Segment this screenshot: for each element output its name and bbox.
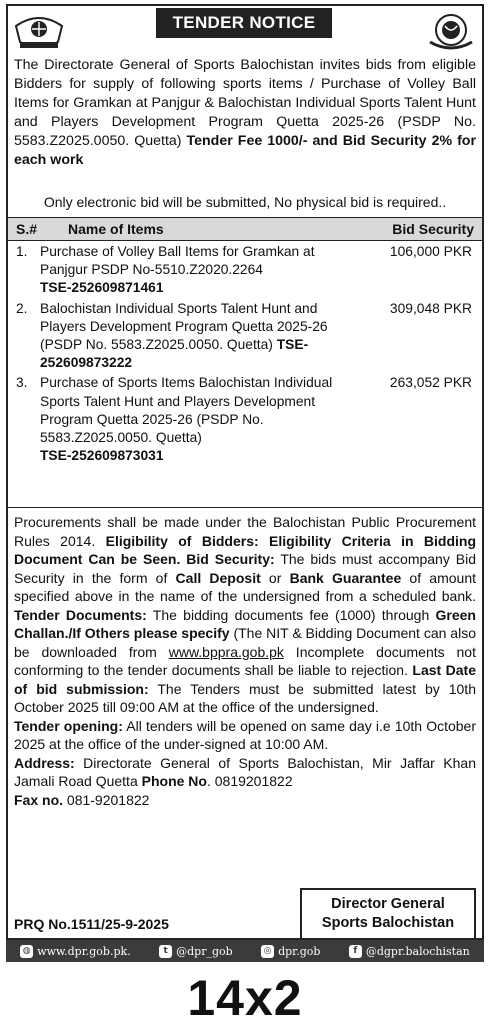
facebook-icon: f xyxy=(349,945,362,958)
row-bid-security: 263,052 PKR xyxy=(389,375,472,391)
social-twitter[interactable]: t @dpr_gob xyxy=(159,945,233,958)
intro-text: The Directorate General of Sports Balochistan invites bids from eligible Bidders for supply of following sports items / Purchase of Volley Ball Items for Gramkan at Panjgur & Balochistan Individual Sports Talent Hunt and Players Development Program Quetta 2025-26 (PSDP No. 5583.Z2025.0050. Quetta) xyxy=(14,57,476,149)
social-facebook[interactable]: f @dgpr.balochistan xyxy=(349,945,470,958)
row-number: 2. xyxy=(16,300,28,316)
social-instagram[interactable]: ◎ dpr.gob xyxy=(261,945,320,958)
tender-opening: Tender opening: All tenders will be opened on same day i.e 10th October 2025 at the office of the under-signed at 10:00 AM. xyxy=(14,717,476,752)
address: Address: Directorate General of Sports Balochistan, Mir Jaffar Khan Jamali Road Quetta Phone No. 0819201822 xyxy=(14,754,476,789)
table-row xyxy=(8,300,482,373)
header xyxy=(8,6,482,56)
balochistan-government-seal xyxy=(424,12,478,52)
terms-body xyxy=(8,513,482,809)
row-number: 3. xyxy=(16,375,28,391)
row-number: 1. xyxy=(16,244,28,259)
electronic-bid-note: Only electronic bid will be submitted, No physical bid is required.. xyxy=(43,194,447,210)
row-tse-number: TSE-252609873222 xyxy=(40,337,309,371)
signatory-box: Director General Sports Balochistan xyxy=(300,888,476,940)
table-header xyxy=(8,217,482,241)
tender-fee-text: Tender Fee 1000/- and Bid Security 2% for each work xyxy=(14,133,476,168)
fax: Fax no. 081-9201822 xyxy=(14,791,150,808)
ad-size: 14x2 xyxy=(187,970,303,1026)
bppra-website-link[interactable]: www.bppra.gob.pk xyxy=(168,643,284,660)
items-table xyxy=(8,243,482,465)
row-item-name: Purchase of Volley Ball Items for Gramkan at Panjgur PSDP No-5510.Z2020.2264 TSE-252609871461 xyxy=(40,244,315,296)
twitter-icon: t xyxy=(159,945,172,958)
col-security: Bid Security xyxy=(392,221,474,237)
terms-paragraph: Procurements shall be made under the Balochistan Public Procurement Rules 2014. Eligibility of Bidders: Eligibility Criteria in Bidding Document Can be Seen. Bid Security: The bids must accompany Bid Security in the form of Call Deposit or Bank Guarantee of amount specified above in the name of the undersigned from a scheduled bank. Tender Documents: The bidding documents fee (1000) through Green Challan./If Others please specify (The NIT & Bidding Document can also be downloaded from www.bppra.gob.pk Incomplete documents not conforming to the tender documents shall be liable to rejection. Last Date of bid submission: The Tenders must be submitted latest by 10th October 2025 till 09:00 AM at the office of the undersigned. xyxy=(14,514,476,715)
globe-icon: ◍ xyxy=(20,945,33,958)
col-sno: S.# xyxy=(16,221,38,237)
tender-notice xyxy=(6,4,484,940)
instagram-icon: ◎ xyxy=(261,945,274,958)
col-name: Name of Items xyxy=(68,221,164,237)
social-bar xyxy=(6,940,484,962)
row-tse-number: TSE-252609871461 xyxy=(40,280,164,296)
sports-department-logo xyxy=(12,12,66,52)
social-website[interactable]: ◍ www.dpr.gob.pk. xyxy=(20,945,130,958)
section-divider xyxy=(8,507,482,508)
row-item-name: Balochistan Individual Sports Talent Hunt and Players Development Program Quetta 2025-26 (PSDP No. 5583.Z2025.0050. Quetta) TSE-252609873222 xyxy=(40,300,328,371)
row-item-name: Purchase of Sports Items Balochistan Individual Sports Talent Hunt and Players Development Program Quetta 2025-26 (PSDP No. 5583.Z2025.0050. Quetta) TSE-252609873031 xyxy=(40,375,333,464)
prq-number: PRQ No.1511/25-9-2025 xyxy=(14,916,169,932)
intro-paragraph xyxy=(8,56,482,170)
row-bid-security: 106,000 PKR xyxy=(389,244,472,259)
table-row xyxy=(8,243,482,298)
table-row xyxy=(8,374,482,465)
row-tse-number: TSE-252609873031 xyxy=(40,448,164,464)
page-title: TENDER NOTICE xyxy=(156,8,332,38)
row-bid-security: 309,048 PKR xyxy=(389,300,472,316)
